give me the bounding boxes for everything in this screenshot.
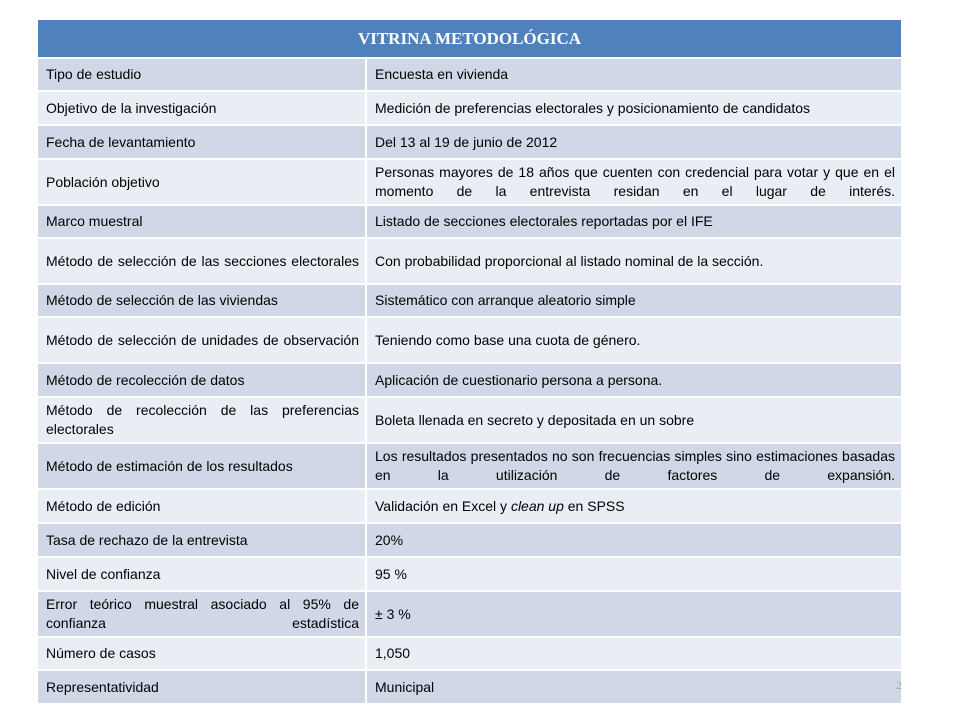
- row-label: Tipo de estudio: [38, 58, 366, 91]
- row-label: Nivel de confianza: [38, 557, 366, 591]
- table-row: [38, 489, 901, 523]
- row-value: Los resultados presentados no son frecuencias simples sino estimaciones basadas en la utilización de factores de expansión.: [366, 443, 901, 489]
- row-value: Municipal: [366, 670, 901, 704]
- table-row: [38, 591, 901, 637]
- methodology-table: [38, 20, 901, 705]
- table-row: [38, 443, 901, 489]
- row-value-text: Validación en Excel y: [375, 497, 511, 514]
- row-label: Método de edición: [38, 489, 366, 523]
- row-value: Boleta llenada en secreto y depositada en un sobre: [366, 397, 901, 443]
- row-value: 1,050: [366, 637, 901, 670]
- row-label: Objetivo de la investigación: [38, 91, 366, 125]
- table-row: [38, 523, 901, 557]
- row-value: Teniendo como base una cuota de género.: [366, 317, 901, 363]
- table-row: [38, 557, 901, 591]
- table-row: [38, 637, 901, 670]
- table-row: [38, 91, 901, 125]
- table-row: [38, 284, 901, 317]
- table-title: VITRINA METODOLÓGICA: [38, 20, 901, 58]
- table-row: [38, 238, 901, 284]
- table-row: [38, 670, 901, 704]
- table-row: [38, 58, 901, 91]
- row-value: Del 13 al 19 de junio de 2012: [366, 125, 901, 159]
- row-label: Población objetivo: [38, 159, 366, 205]
- table-header-row: [38, 20, 901, 58]
- row-value: Sistemático con arranque aleatorio simple: [366, 284, 901, 317]
- row-label: Método de recolección de datos: [38, 363, 366, 397]
- table-row: [38, 159, 901, 205]
- table-row: [38, 205, 901, 238]
- row-label: Método de selección de las viviendas: [38, 284, 366, 317]
- row-label: Método de selección de unidades de observación: [38, 317, 366, 363]
- page-number: 2: [896, 678, 902, 692]
- table-row: [38, 125, 901, 159]
- row-label: Fecha de levantamiento: [38, 125, 366, 159]
- methodology-table-container: [38, 20, 901, 705]
- row-value: Aplicación de cuestionario persona a persona.: [366, 363, 901, 397]
- row-label: Tasa de rechazo de la entrevista: [38, 523, 366, 557]
- row-label: Método de estimación de los resultados: [38, 443, 366, 489]
- row-value: 95 %: [366, 557, 901, 591]
- row-value: Listado de secciones electorales reportadas por el IFE: [366, 205, 901, 238]
- row-value: [366, 489, 901, 523]
- row-value: ± 3 %: [366, 591, 901, 637]
- row-label: Método de selección de las secciones electorales: [38, 238, 366, 284]
- row-label: Marco muestral: [38, 205, 366, 238]
- table-row: [38, 397, 901, 443]
- row-label: Representatividad: [38, 670, 366, 704]
- table-row: [38, 363, 901, 397]
- row-value: Personas mayores de 18 años que cuenten con credencial para votar y que en el momento de la entrevista residan en el lugar de interés.: [366, 159, 901, 205]
- row-value-text: en SPSS: [563, 497, 625, 514]
- row-value: Encuesta en vivienda: [366, 58, 901, 91]
- row-label: Número de casos: [38, 637, 366, 670]
- row-label: Error teórico muestral asociado al 95% de confianza estadística: [38, 591, 366, 637]
- row-value: Medición de preferencias electorales y posicionamiento de candidatos: [366, 91, 901, 125]
- row-value: Con probabilidad proporcional al listado nominal de la sección.: [366, 238, 901, 284]
- row-label: Método de recolección de las preferencias electorales: [38, 397, 366, 443]
- table-row: [38, 317, 901, 363]
- row-value-emphasis: clean up: [510, 497, 564, 514]
- row-value: 20%: [366, 523, 901, 557]
